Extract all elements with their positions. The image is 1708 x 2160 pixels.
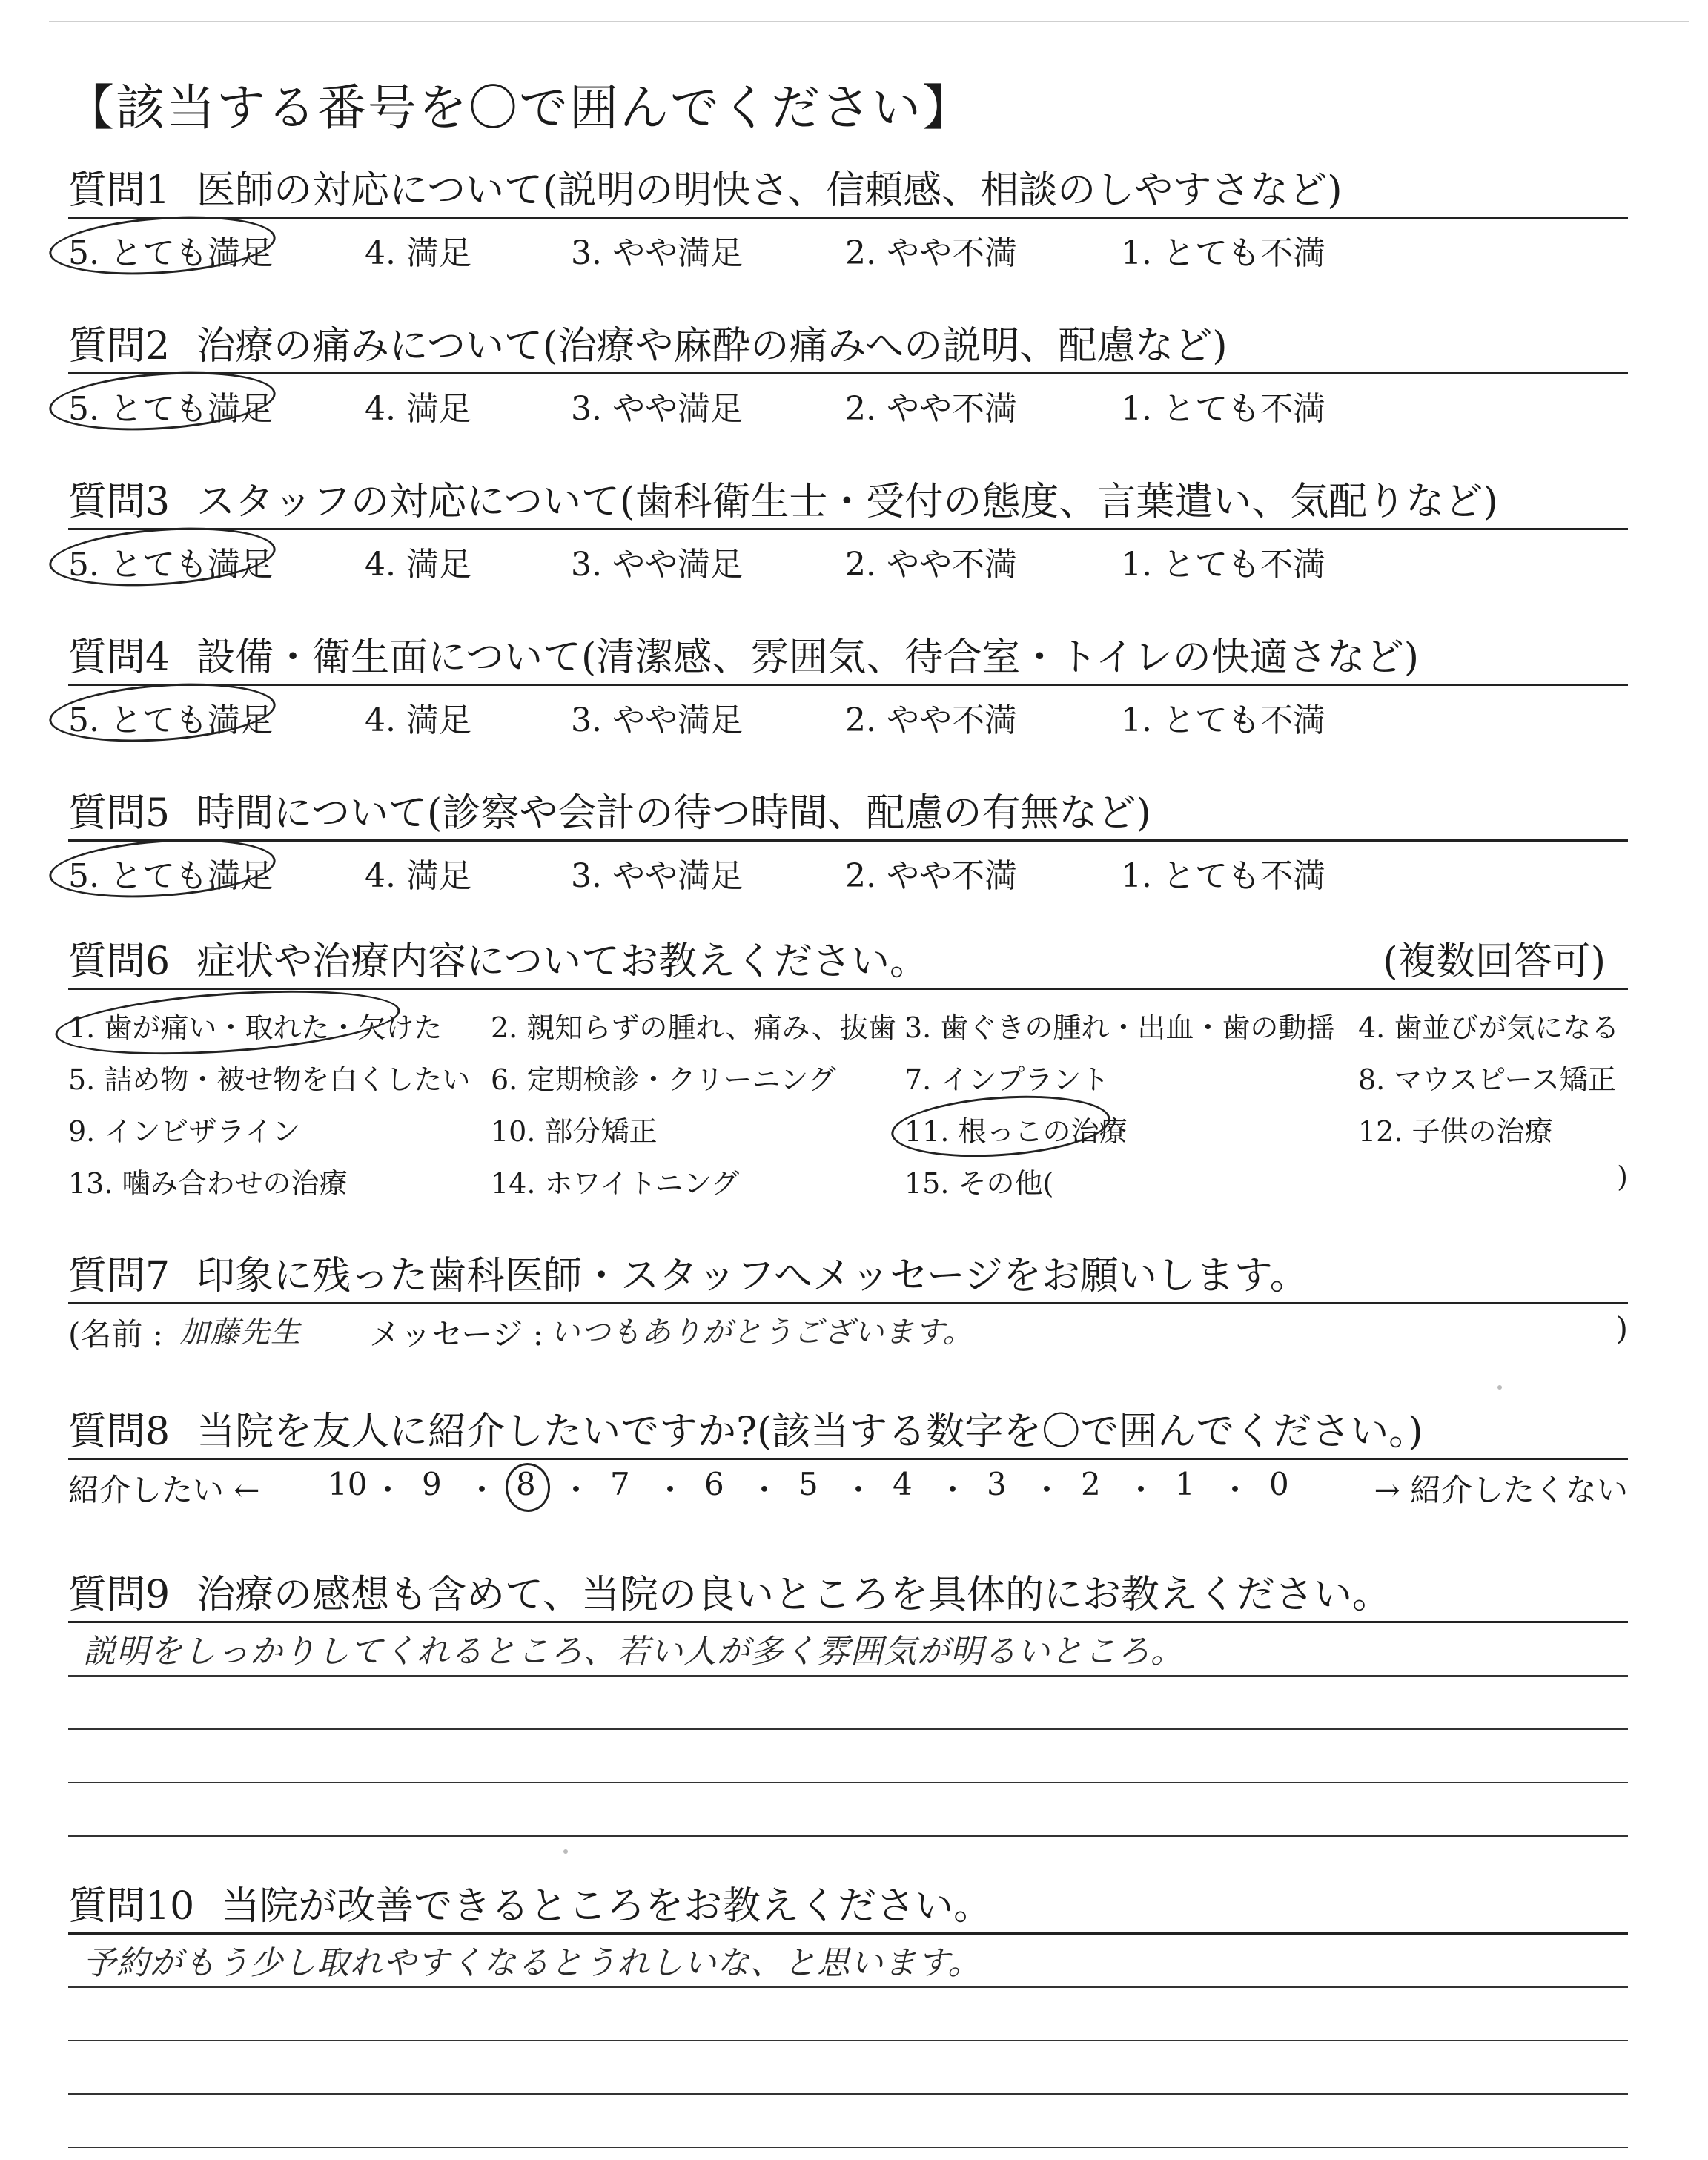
- question-number: 質問5: [68, 791, 171, 836]
- scale-separator: ・: [1219, 1472, 1251, 1508]
- symptom-option[interactable]: 1. 歯が痛い・取れた・欠けた: [68, 1011, 443, 1044]
- rating-options: [68, 686, 1628, 739]
- scale-separator: ・: [843, 1472, 875, 1508]
- question-5: [68, 787, 1628, 895]
- question-title: 設備・衛生面について(清潔感、雰囲気、待合室・トイレの快適さなど): [196, 635, 1420, 680]
- answer-line: [68, 1623, 1628, 1677]
- question-7: [68, 1250, 1628, 1352]
- rating-option[interactable]: 1. とても不満: [1121, 390, 1325, 428]
- answer-line: [68, 1677, 1628, 1730]
- symptom-option[interactable]: 4. 歯並びが気になる: [1358, 1011, 1620, 1044]
- question-title: 治療の感想も含めて、当院の良いところを具体的にお教えください。: [196, 1573, 1391, 1617]
- symptom-option[interactable]: 14. ホワイトニング: [491, 1167, 740, 1200]
- question-10: [68, 1880, 1628, 2148]
- name-value[interactable]: 加藤先生: [179, 1315, 301, 1350]
- question-number: 質問6: [68, 939, 171, 984]
- rating-option[interactable]: 2. やや不満: [845, 390, 1017, 428]
- question-2: [68, 320, 1628, 428]
- rating-option[interactable]: 5. とても満足: [68, 701, 273, 739]
- question-number: 質問4: [68, 635, 171, 680]
- scale-value[interactable]: 8: [516, 1466, 536, 1502]
- answer-line: [68, 1935, 1628, 1988]
- scale-left-label: 紹介したい ←: [68, 1472, 260, 1508]
- rating-option[interactable]: 5. とても満足: [68, 546, 273, 584]
- scale-value[interactable]: 7: [610, 1466, 630, 1502]
- question-number: 質問3: [68, 480, 171, 524]
- question-4: [68, 632, 1628, 739]
- scale-value[interactable]: 2: [1081, 1466, 1101, 1502]
- page-heading: 【該当する番号を〇で囲んでください】: [65, 79, 973, 136]
- selection-circle: [504, 1462, 552, 1513]
- scale-separator: ・: [466, 1472, 498, 1508]
- answer-text[interactable]: 説明をしっかりしてくれるところ、若い人が多く雰囲気が明るいところ。: [83, 1633, 1184, 1671]
- question-number: 質問2: [68, 324, 171, 369]
- symptom-option[interactable]: 8. マウスピース矯正: [1358, 1063, 1616, 1096]
- answer-text[interactable]: 予約がもう少し取れやすくなるとうれしいな、と思います。: [83, 1944, 982, 1982]
- rating-option[interactable]: 3. やや満足: [571, 234, 743, 272]
- scale-separator: ・: [749, 1472, 781, 1508]
- rating-option[interactable]: 5. とても満足: [68, 234, 273, 272]
- multiple-answer-note: (複数回答可): [1383, 939, 1606, 984]
- selection-circle: [53, 981, 402, 1064]
- scale-value[interactable]: 9: [422, 1466, 442, 1502]
- scale-value[interactable]: 4: [893, 1466, 913, 1502]
- question-title: 当院が改善できるところをお教えください。: [221, 1884, 993, 1929]
- scale-value[interactable]: 5: [798, 1466, 818, 1502]
- scale-value[interactable]: 10: [328, 1466, 368, 1502]
- rating-option[interactable]: 3. やや満足: [571, 390, 743, 428]
- question-title: スタッフの対応について(歯科衛生士・受付の態度、言葉遣い、気配りなど): [196, 480, 1498, 524]
- symptom-options: [68, 990, 1628, 1205]
- rating-options: [68, 219, 1628, 272]
- scale-separator: ・: [560, 1472, 592, 1508]
- question-number: 質問7: [68, 1254, 171, 1298]
- rating-option[interactable]: 4. 満足: [365, 701, 471, 739]
- rating-option[interactable]: 3. やや満足: [571, 701, 743, 739]
- scale-separator: ・: [1125, 1472, 1157, 1508]
- rating-option[interactable]: 1. とても不満: [1121, 857, 1325, 895]
- scale-value[interactable]: 1: [1175, 1466, 1195, 1502]
- question-8: [68, 1406, 1628, 1512]
- rating-option[interactable]: 2. やや不満: [845, 234, 1017, 272]
- answer-line: [68, 2095, 1628, 2148]
- symptom-option[interactable]: 2. 親知らずの腫れ、痛み、抜歯: [491, 1011, 896, 1044]
- message-value[interactable]: いつもありがとうございます。: [550, 1315, 973, 1350]
- question-number: 質問9: [68, 1573, 171, 1617]
- answer-line: [68, 1783, 1628, 1837]
- scan-speck: [1497, 1385, 1502, 1390]
- symptom-option[interactable]: 5. 詰め物・被せ物を白くしたい: [68, 1063, 471, 1096]
- rating-option[interactable]: 2. やや不満: [845, 857, 1017, 895]
- rating-option[interactable]: 3. やや満足: [571, 546, 743, 584]
- rating-option[interactable]: 1. とても不満: [1121, 234, 1325, 272]
- answer-line: [68, 1730, 1628, 1783]
- answer-line: [68, 1988, 1628, 2041]
- scale-separator: ・: [1031, 1472, 1063, 1508]
- symptom-option[interactable]: 13. 噛み合わせの治療: [68, 1167, 348, 1200]
- rating-options: [68, 374, 1628, 428]
- question-number: 質問1: [68, 168, 171, 213]
- rating-option[interactable]: 4. 満足: [365, 857, 471, 895]
- symptom-option[interactable]: 3. 歯ぐきの腫れ・出血・歯の動揺: [904, 1011, 1335, 1044]
- rating-option[interactable]: 3. やや満足: [571, 857, 743, 895]
- rating-option[interactable]: 1. とても不満: [1121, 546, 1325, 584]
- rating-option[interactable]: 2. やや不満: [845, 701, 1017, 739]
- rating-option[interactable]: 4. 満足: [365, 546, 471, 584]
- rating-options: [68, 842, 1628, 895]
- symptom-option[interactable]: 7. インプラント: [904, 1063, 1110, 1096]
- scale-value[interactable]: 3: [987, 1466, 1007, 1502]
- scale-value[interactable]: 0: [1269, 1466, 1289, 1502]
- rating-option[interactable]: 5. とても満足: [68, 857, 273, 895]
- symptom-option[interactable]: 11. 根っこの治療: [904, 1115, 1128, 1148]
- rating-option[interactable]: 4. 満足: [365, 234, 471, 272]
- rating-option[interactable]: 1. とても不満: [1121, 701, 1325, 739]
- question-title: 時間について(診察や会計の待つ時間、配慮の有無など): [196, 791, 1151, 836]
- question-6: [68, 936, 1628, 1205]
- question-number: 質問8: [68, 1410, 171, 1454]
- rating-option[interactable]: 2. やや不満: [845, 546, 1017, 584]
- question-1: [68, 165, 1628, 272]
- question-3: [68, 476, 1628, 584]
- symptom-option[interactable]: 12. 子供の治療: [1358, 1115, 1553, 1148]
- question-title: 症状や治療内容についてお教えください。: [196, 939, 929, 984]
- other-close-paren: ): [1617, 1160, 1628, 1193]
- answer-line: [68, 2041, 1628, 2095]
- scale-value[interactable]: 6: [704, 1466, 724, 1502]
- scale-separator: ・: [372, 1472, 404, 1508]
- close-paren: ): [1615, 1310, 1628, 1347]
- recommend-scale: [68, 1460, 1628, 1512]
- name-label: (名前 :: [68, 1316, 163, 1353]
- selection-circle: [890, 1089, 1113, 1163]
- scale-right-label: → 紹介したくない: [1374, 1472, 1628, 1508]
- scale-separator: ・: [937, 1472, 969, 1508]
- question-title: 当院を友人に紹介したいですか?(該当する数字を〇で囲んでください。): [196, 1410, 1423, 1454]
- question-number: 質問10: [68, 1884, 195, 1929]
- scale-separator: ・: [655, 1472, 686, 1508]
- message-label: メッセージ :: [369, 1316, 543, 1353]
- top-edge-line: [49, 21, 1689, 22]
- question-9: [68, 1569, 1628, 1837]
- question-title: 印象に残った歯科医師・スタッフへメッセージをお願いします。: [196, 1254, 1308, 1298]
- question-title: 医師の対応について(説明の明快さ、信頼感、相談のしやすさなど): [196, 168, 1343, 213]
- symptom-option[interactable]: 10. 部分矯正: [491, 1115, 658, 1148]
- symptom-option[interactable]: 6. 定期検診・クリーニング: [491, 1063, 836, 1096]
- rating-option[interactable]: 5. とても満足: [68, 390, 273, 428]
- symptom-option[interactable]: 15. その他(: [904, 1167, 1054, 1200]
- rating-options: [68, 530, 1628, 584]
- question-title: 治療の痛みについて(治療や麻酔の痛みへの説明、配慮など): [196, 324, 1228, 369]
- rating-option[interactable]: 4. 満足: [365, 390, 471, 428]
- scan-speck: [563, 1849, 568, 1854]
- symptom-option[interactable]: 9. インビザライン: [68, 1115, 301, 1148]
